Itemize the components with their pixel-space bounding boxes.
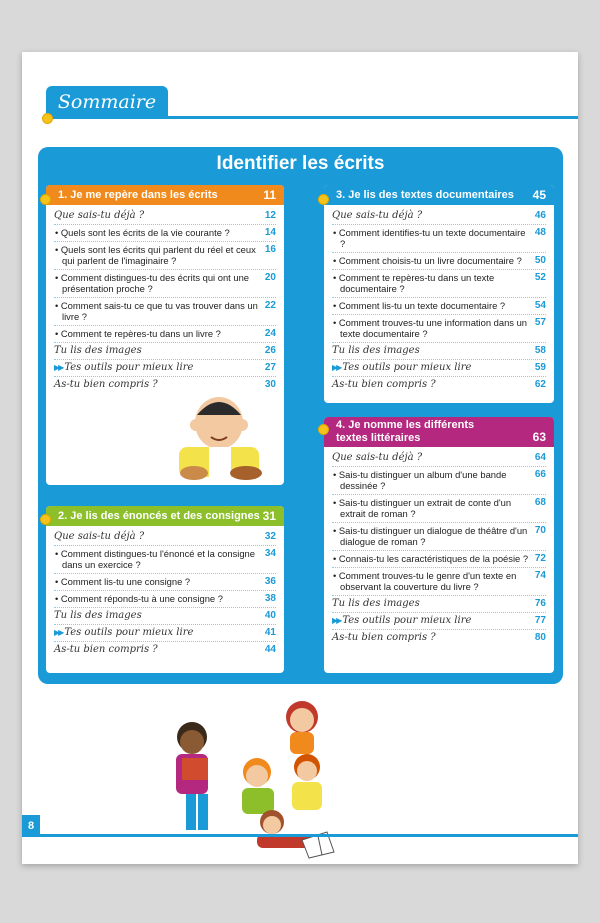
- toc-entry-page: 62: [534, 379, 546, 390]
- double-arrow-icon: ▶▶: [332, 616, 341, 625]
- toc-entry-page: 66: [534, 469, 546, 480]
- toc-entry-page: 20: [264, 272, 276, 283]
- toc-entry-label: Connais-tu les caractéristiques de la poésie ?: [338, 553, 529, 564]
- double-arrow-icon: ▶▶: [54, 363, 63, 372]
- toc-entry-page: 54: [534, 300, 546, 311]
- toc-entry-page: 36: [264, 576, 276, 587]
- toc-entry: [332, 208, 546, 225]
- toc-entry-label: Tes outils pour mieux lire: [64, 362, 194, 373]
- toc-entry-text: • Connais-tu les caractéristiques de la poésie ?: [333, 553, 529, 564]
- toc-entry: [332, 613, 546, 630]
- toc-entry-page: 38: [264, 593, 276, 604]
- section-header-3: [324, 185, 554, 205]
- toc-entry-label: Comment distingues-tu l'énoncé et la consigne dans un exercice ?: [60, 548, 255, 570]
- toc-entry-text: [54, 210, 265, 221]
- section-box-1: [46, 185, 284, 485]
- toc-entry-page: 68: [534, 497, 546, 508]
- toc-entry-label: As-tu bien compris ?: [332, 379, 436, 390]
- toc-entry-page: 27: [264, 362, 276, 373]
- toc-entry-label: Tu lis des images: [54, 610, 142, 621]
- toc-entry-text: • Comment trouves-tu une information dans un texte documentaire ?: [333, 317, 528, 339]
- toc-entry: [54, 208, 276, 225]
- toc-entry-text: [332, 362, 535, 373]
- toc-entry-label: Que sais-tu déjà ?: [54, 210, 145, 221]
- section-title: 4. Je nomme les différents textes littéraires: [336, 419, 475, 444]
- toc-entry-page: 77: [534, 615, 546, 626]
- toc-entry: [54, 225, 276, 242]
- toc-entry-text: • Comment te repères-tu dans un livre ?: [55, 328, 221, 339]
- toc-entry: [54, 360, 276, 377]
- toc-entry-text: • Comment choisis-tu un livre documentaire ?: [333, 255, 522, 266]
- toc-entry-text: • Quels sont les écrits de la vie courante ?: [55, 227, 230, 238]
- toc-entry: [54, 574, 276, 591]
- toc-entry-label: As-tu bien compris ?: [54, 644, 158, 655]
- panel-title: Identifier les écrits: [216, 153, 385, 174]
- section-list: [324, 447, 554, 646]
- toc-entry: [332, 298, 546, 315]
- toc-entry-text: • Comment réponds-tu à une consigne ?: [55, 593, 223, 604]
- section-box-2: [46, 506, 284, 673]
- toc-entry-page: 57: [534, 317, 546, 328]
- header-bullet-dot: [42, 113, 53, 124]
- toc-entry-label: Tes outils pour mieux lire: [342, 362, 472, 373]
- toc-entry: [54, 343, 276, 360]
- toc-entry: [54, 270, 276, 298]
- toc-entry-text: [332, 632, 535, 643]
- toc-entry-page: 22: [264, 300, 276, 311]
- toc-entry-text: • Comment lis-tu un texte documentaire ?: [333, 300, 506, 311]
- section-header-2: [46, 506, 284, 526]
- toc-entry-page: 26: [264, 345, 276, 356]
- toc-entry-page: 24: [264, 328, 276, 339]
- toc-entry: [332, 315, 546, 343]
- toc-entry-text: • Comment distingues-tu l'énoncé et la consigne dans un exercice ?: [55, 548, 255, 570]
- toc-entry-text: • Quels sont les écrits qui parlent du réel et ceux qui parlent de l'imaginaire ?: [55, 244, 256, 266]
- toc-entry-label: Comment trouves-tu une information dans un texte documentaire ?: [338, 317, 528, 339]
- toc-entry-label: As-tu bien compris ?: [332, 632, 436, 643]
- double-arrow-icon: ▶▶: [54, 628, 63, 637]
- toc-entry: [332, 495, 546, 523]
- toc-entry: [332, 596, 546, 613]
- toc-entry-page: 40: [264, 610, 276, 621]
- section-title: 1. Je me repère dans les écrits: [58, 189, 218, 201]
- toc-entry: [332, 450, 546, 467]
- toc-entry: [54, 625, 276, 642]
- toc-entry: [54, 591, 276, 608]
- toc-entry-text: [332, 615, 535, 626]
- toc-entry-text: [332, 210, 535, 221]
- toc-entry-label: Comment réponds-tu à une consigne ?: [60, 593, 223, 604]
- toc-entry: [54, 529, 276, 546]
- toc-entry-label: Tes outils pour mieux lire: [342, 615, 472, 626]
- toc-entry-page: 44: [264, 644, 276, 655]
- toc-entry: [332, 225, 546, 253]
- toc-entry-label: As-tu bien compris ?: [54, 379, 158, 390]
- toc-entry-page: 80: [534, 632, 546, 643]
- page: [22, 52, 578, 864]
- section-page: 63: [532, 430, 546, 444]
- toc-entry-text: • Comment distingues-tu des écrits qui ont une présentation proche ?: [55, 272, 250, 294]
- toc-entry-label: Tu lis des images: [332, 345, 420, 356]
- toc-entry: [54, 377, 276, 393]
- toc-entry-text: [332, 345, 535, 356]
- toc-entry: [54, 608, 276, 625]
- double-arrow-icon: ▶▶: [332, 363, 341, 372]
- toc-entry: [54, 546, 276, 574]
- toc-entry: [332, 270, 546, 298]
- toc-entry: [54, 242, 276, 270]
- toc-entry-page: 16: [264, 244, 276, 255]
- toc-entry-page: 50: [534, 255, 546, 266]
- toc-entry-page: 30: [264, 379, 276, 390]
- toc-entry-page: 59: [534, 362, 546, 373]
- section-bullet-dot: [40, 514, 51, 525]
- toc-entry-label: Quels sont les écrits qui parlent du réel et ceux qui parlent de l'imaginaire ?: [60, 244, 256, 266]
- toc-entry-text: • Sais-tu distinguer un album d'une bande dessinée ?: [333, 469, 507, 491]
- section-page: 11: [263, 188, 276, 202]
- section-header-1: [46, 185, 284, 205]
- toc-entry-label: Tu lis des images: [332, 598, 420, 609]
- section-page: 45: [532, 188, 546, 202]
- toc-entry: [332, 467, 546, 495]
- toc-entry: [332, 551, 546, 568]
- toc-entry-page: 76: [534, 598, 546, 609]
- section-title: 2. Je lis des énoncés et des consignes: [58, 510, 260, 522]
- toc-entry-label: Quels sont les écrits de la vie courante ?: [60, 227, 230, 238]
- toc-entry-label: Sais-tu distinguer un extrait de conte d'un extrait de roman ?: [338, 497, 512, 519]
- toc-entry-label: Comment choisis-tu un livre documentaire ?: [338, 255, 522, 266]
- toc-entry: [332, 343, 546, 360]
- toc-entry-page: 41: [264, 627, 276, 638]
- toc-entry-label: Que sais-tu déjà ?: [332, 452, 423, 463]
- toc-entry-page: 64: [534, 452, 546, 463]
- toc-entry-text: • Comment sais-tu ce que tu vas trouver dans un livre ?: [55, 300, 258, 322]
- toc-entry: [332, 253, 546, 270]
- toc-entry: [332, 523, 546, 551]
- section-bullet-dot: [318, 194, 329, 205]
- toc-entry-text: • Sais-tu distinguer un extrait de conte d'un extrait de roman ?: [333, 497, 512, 519]
- toc-entry-text: [54, 531, 265, 542]
- toc-entry: [332, 377, 546, 393]
- toc-entry-page: 48: [534, 227, 546, 238]
- sommaire-tab: Sommaire: [46, 86, 168, 119]
- toc-entry-page: 14: [264, 227, 276, 238]
- toc-entry-text: [332, 379, 535, 390]
- toc-entry-text: [332, 598, 535, 609]
- toc-entry-text: • Comment te repères-tu dans un texte documentaire ?: [333, 272, 495, 294]
- toc-entry-text: [54, 644, 265, 655]
- toc-entry-text: [54, 345, 265, 356]
- toc-entry-label: Sais-tu distinguer un album d'une bande dessinée ?: [338, 469, 507, 491]
- toc-entry-text: • Comment trouves-tu le genre d'un texte en observant la couverture du livre ?: [333, 570, 517, 592]
- toc-entry: [332, 630, 546, 646]
- section-page: 31: [262, 509, 276, 523]
- toc-entry-page: 34: [264, 548, 276, 559]
- toc-entry-label: Que sais-tu déjà ?: [332, 210, 423, 221]
- page-number: 8: [22, 815, 40, 837]
- toc-entry-label: Tu lis des images: [54, 345, 142, 356]
- toc-entry-text: [54, 627, 265, 638]
- toc-entry-label: Comment trouves-tu le genre d'un texte en observant la couverture du livre ?: [338, 570, 517, 592]
- section-list: [46, 205, 284, 393]
- section-title: 3. Je lis des textes documentaires: [336, 189, 514, 201]
- section-list: [46, 526, 284, 658]
- toc-entry-label: Sais-tu distinguer un dialogue de théâtre d'un dialogue de roman ?: [338, 525, 528, 547]
- toc-entry-page: 74: [534, 570, 546, 581]
- toc-entry-page: 32: [264, 531, 276, 542]
- section-bullet-dot: [40, 194, 51, 205]
- toc-entry: [54, 298, 276, 326]
- toc-entry-label: Comment lis-tu une consigne ?: [60, 576, 191, 587]
- toc-entry-label: Tes outils pour mieux lire: [64, 627, 194, 638]
- toc-entry-label: Comment distingues-tu des écrits qui ont une présentation proche ?: [60, 272, 250, 294]
- toc-entry-label: Comment lis-tu un texte documentaire ?: [338, 300, 506, 311]
- toc-entry-label: Comment identifies-tu un texte documentaire ?: [338, 227, 526, 249]
- toc-entry-label: Comment te repères-tu dans un livre ?: [60, 328, 221, 339]
- toc-entry-page: 72: [534, 553, 546, 564]
- toc-entry-text: [54, 362, 265, 373]
- toc-entry: [332, 568, 546, 596]
- toc-entry-label: Comment te repères-tu dans un texte documentaire ?: [338, 272, 495, 294]
- toc-entry: [54, 326, 276, 343]
- toc-entry-page: 46: [534, 210, 546, 221]
- toc-entry-page: 58: [534, 345, 546, 356]
- section-box-4: [324, 417, 554, 673]
- toc-entry-text: • Sais-tu distinguer un dialogue de théâtre d'un dialogue de roman ?: [333, 525, 528, 547]
- toc-entry-label: Que sais-tu déjà ?: [54, 531, 145, 542]
- toc-entry-page: 70: [534, 525, 546, 536]
- section-header-4: [324, 417, 554, 447]
- toc-entry-text: • Comment identifies-tu un texte documentaire ?: [333, 227, 526, 249]
- chef-illustration: [154, 393, 284, 481]
- toc-entry-label: Comment sais-tu ce que tu vas trouver dans un livre ?: [60, 300, 258, 322]
- toc-entry-text: [332, 452, 535, 463]
- toc-entry-text: [54, 379, 265, 390]
- toc-entry-text: [54, 610, 265, 621]
- toc-entry: [332, 360, 546, 377]
- contents-panel: [38, 147, 563, 684]
- toc-entry-page: 52: [534, 272, 546, 283]
- section-list: [324, 205, 554, 393]
- section-box-3: [324, 185, 554, 403]
- section-bullet-dot: [318, 424, 329, 435]
- toc-entry-page: 12: [264, 210, 276, 221]
- footer-rule: [22, 834, 578, 837]
- toc-entry: [54, 642, 276, 658]
- toc-entry-text: • Comment lis-tu une consigne ?: [55, 576, 191, 587]
